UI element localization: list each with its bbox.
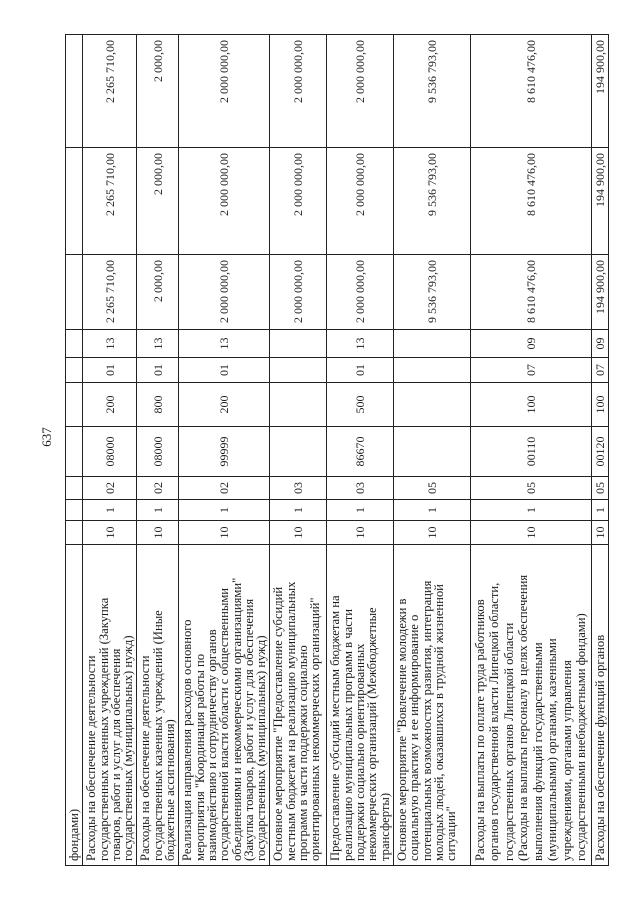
description-line: товаров, работ и услуг для обеспечения — [108, 648, 123, 861]
code-cell — [270, 383, 327, 427]
description-line: мероприятия "Координация работы по — [192, 653, 207, 861]
table-row — [179, 35, 270, 866]
code-cell: 08000 — [137, 427, 179, 477]
amount-cell — [66, 148, 83, 255]
code-cell: 13 — [83, 330, 137, 358]
amount-cell: 2 000,00 — [137, 255, 179, 330]
code-cell: 07 — [591, 358, 608, 383]
description-line: государственных казенных учреждений (Закупка — [96, 597, 111, 861]
description-line: Расходы на обеспечение деятельности — [84, 655, 99, 861]
code-cell: 13 — [137, 330, 179, 358]
code-cell: 86670 — [327, 427, 393, 477]
code-cell: 01 — [327, 358, 393, 383]
amount-cell: 2 000 000,00 — [179, 35, 270, 148]
description-line: государственных казенных учреждений (Иные — [150, 610, 165, 861]
amount-cell: 2 000 000,00 — [327, 255, 393, 330]
description-line: Основное мероприятие "Вовлечение молодежи в — [394, 598, 409, 861]
description-line: учреждениями, органами управления — [559, 660, 574, 861]
code-cell: 09 — [591, 330, 608, 358]
code-cell — [393, 383, 470, 427]
code-cell — [393, 427, 470, 477]
code-cell: 1 — [591, 500, 608, 521]
description-line: государственных (муниципальных) нужд) — [121, 635, 136, 861]
amount-cell: 9 536 793,00 — [393, 255, 470, 330]
description-line: поддержки социально ориентированных — [353, 643, 368, 861]
table-row — [137, 35, 179, 866]
description-line: государственных (муниципальных) нужд) — [254, 635, 269, 861]
code-cell: 1 — [179, 500, 270, 521]
code-cell: 10 — [137, 521, 179, 545]
amount-cell — [66, 255, 83, 330]
description-line: органов государственной власти Липецкой области, — [487, 582, 502, 861]
code-cell: 800 — [137, 383, 179, 427]
amount-cell: 2 000 000,00 — [270, 35, 327, 148]
description-cell — [66, 545, 83, 866]
code-cell: 10 — [591, 521, 608, 545]
description-line: Реализация направления расходов основного — [180, 619, 195, 861]
description-line: (Расходы на выплаты персоналу в целях обеспечения — [516, 574, 531, 861]
code-cell: 10 — [327, 521, 393, 545]
description-line: молодых людей, оказавшихся в трудной жизненной — [431, 584, 446, 861]
description-cell — [470, 545, 591, 866]
description-line: взаимодействию и сотрудничеству органов — [204, 629, 219, 861]
description-line: Расходы на выплаты по оплате труда работников — [472, 599, 487, 861]
amount-cell: 2 000 000,00 — [179, 148, 270, 255]
code-cell: 08000 — [83, 427, 137, 477]
amount-cell: 8 610 476,00 — [470, 148, 591, 255]
page-number: 637 — [39, 427, 54, 447]
code-cell: 200 — [179, 383, 270, 427]
description-cell — [83, 545, 137, 866]
code-cell: 13 — [327, 330, 393, 358]
description-line: некоммерческих организаций (Межбюджетные — [365, 607, 380, 861]
amount-cell: 194 900,00 — [591, 35, 608, 148]
description-line: государственными внебюджетными фондами) — [574, 613, 589, 861]
code-cell — [66, 500, 83, 521]
description-line: Расходы на обеспечение деятельности — [138, 655, 153, 861]
table-row — [66, 35, 83, 866]
amount-cell: 2 000 000,00 — [179, 255, 270, 330]
code-cell: 100 — [470, 383, 591, 427]
code-cell: 1 — [393, 500, 470, 521]
code-cell: 05 — [470, 477, 591, 500]
code-cell — [393, 358, 470, 383]
description-line: государственной власти области с общественными — [217, 587, 232, 861]
amount-cell: 2 265 710,00 — [83, 35, 137, 148]
amount-cell: 2 265 710,00 — [83, 255, 137, 330]
description-line: Расходы на обеспечение функций органов — [592, 634, 607, 861]
description-line: трансферты) — [377, 792, 392, 861]
description-line: потенциальных возможностях развития, интеграция — [419, 580, 434, 861]
code-cell — [393, 330, 470, 358]
code-cell: 07 — [470, 358, 591, 383]
code-cell: 1 — [327, 500, 393, 521]
description-line: местным бюджетам на реализацию муниципальных — [283, 581, 298, 861]
code-cell: 100 — [591, 383, 608, 427]
code-cell: 200 — [83, 383, 137, 427]
amount-cell: 2 265 710,00 — [83, 148, 137, 255]
amount-cell: 2 000,00 — [137, 148, 179, 255]
table-row — [393, 35, 470, 866]
table-row — [327, 35, 393, 866]
code-cell — [270, 358, 327, 383]
code-cell — [66, 477, 83, 500]
description-cell — [591, 545, 608, 866]
code-cell — [66, 521, 83, 545]
description-line: выполнения функций государственными — [530, 642, 545, 861]
code-cell: 1 — [137, 500, 179, 521]
code-cell: 10 — [179, 521, 270, 545]
description-cell — [270, 545, 327, 866]
code-cell: 99999 — [179, 427, 270, 477]
description-cell — [327, 545, 393, 866]
description-line: Основное мероприятие "Предоставление субсидий — [271, 586, 286, 861]
code-cell — [270, 330, 327, 358]
code-cell: 01 — [179, 358, 270, 383]
amount-cell: 8 610 476,00 — [470, 255, 591, 330]
description-line: Предоставление субсидий местным бюджетам на — [328, 595, 343, 861]
amount-cell: 2 000 000,00 — [270, 148, 327, 255]
code-cell: 10 — [470, 521, 591, 545]
description-line: программ в части поддержки социально — [296, 645, 311, 861]
code-cell: 03 — [270, 477, 327, 500]
code-cell: 10 — [270, 521, 327, 545]
description-cell — [179, 545, 270, 866]
amount-cell: 9 536 793,00 — [393, 35, 470, 148]
amount-cell: 2 000 000,00 — [327, 148, 393, 255]
table-row — [470, 35, 591, 866]
code-cell: 02 — [179, 477, 270, 500]
description-line: бюджетные ассигнования) — [163, 719, 178, 861]
code-cell — [66, 383, 83, 427]
code-cell — [66, 358, 83, 383]
description-line: (муниципальными) органами, казенными — [545, 638, 560, 861]
description-line: ситуации" — [444, 806, 459, 861]
amount-cell: 8 610 476,00 — [470, 35, 591, 148]
code-cell: 01 — [137, 358, 179, 383]
description-line: ориентированных некоммерческих организаций" — [308, 597, 323, 861]
amount-cell: 9 536 793,00 — [393, 148, 470, 255]
amount-cell: 2 000 000,00 — [270, 255, 327, 330]
budget-table — [65, 34, 609, 866]
code-cell: 1 — [83, 500, 137, 521]
code-cell: 05 — [591, 477, 608, 500]
description-line: фондами) — [67, 808, 81, 861]
code-cell: 1 — [470, 500, 591, 521]
description-line: государственных органов Липецкой области — [501, 622, 516, 861]
description-line: реализацию муниципальных программ в части — [340, 608, 355, 861]
table-row — [591, 35, 608, 866]
amount-cell: 194 900,00 — [591, 148, 608, 255]
code-cell: 1 — [270, 500, 327, 521]
code-cell: 13 — [179, 330, 270, 358]
amount-cell: 194 900,00 — [591, 255, 608, 330]
code-cell: 02 — [83, 477, 137, 500]
code-cell: 03 — [327, 477, 393, 500]
code-cell: 02 — [137, 477, 179, 500]
code-cell: 09 — [470, 330, 591, 358]
code-cell — [66, 427, 83, 477]
code-cell: 10 — [393, 521, 470, 545]
description-cell — [137, 545, 179, 866]
code-cell: 00110 — [470, 427, 591, 477]
code-cell: 01 — [83, 358, 137, 383]
description-line: объединениями и некоммерческими организациями" — [229, 577, 244, 861]
description-line: (Закупка товаров, работ и услуг для обеспечения — [241, 598, 256, 861]
code-cell — [270, 427, 327, 477]
amount-cell: 2 000 000,00 — [327, 35, 393, 148]
table-row — [83, 35, 137, 866]
code-cell: 00120 — [591, 427, 608, 477]
code-cell: 10 — [83, 521, 137, 545]
table-row — [270, 35, 327, 866]
description-line: социальную практику и ее информирование о — [407, 614, 422, 861]
code-cell — [66, 330, 83, 358]
amount-cell — [66, 35, 83, 148]
code-cell: 05 — [393, 477, 470, 500]
amount-cell: 2 000,00 — [137, 35, 179, 148]
table-body — [66, 35, 609, 866]
code-cell: 500 — [327, 383, 393, 427]
description-cell — [393, 545, 470, 866]
